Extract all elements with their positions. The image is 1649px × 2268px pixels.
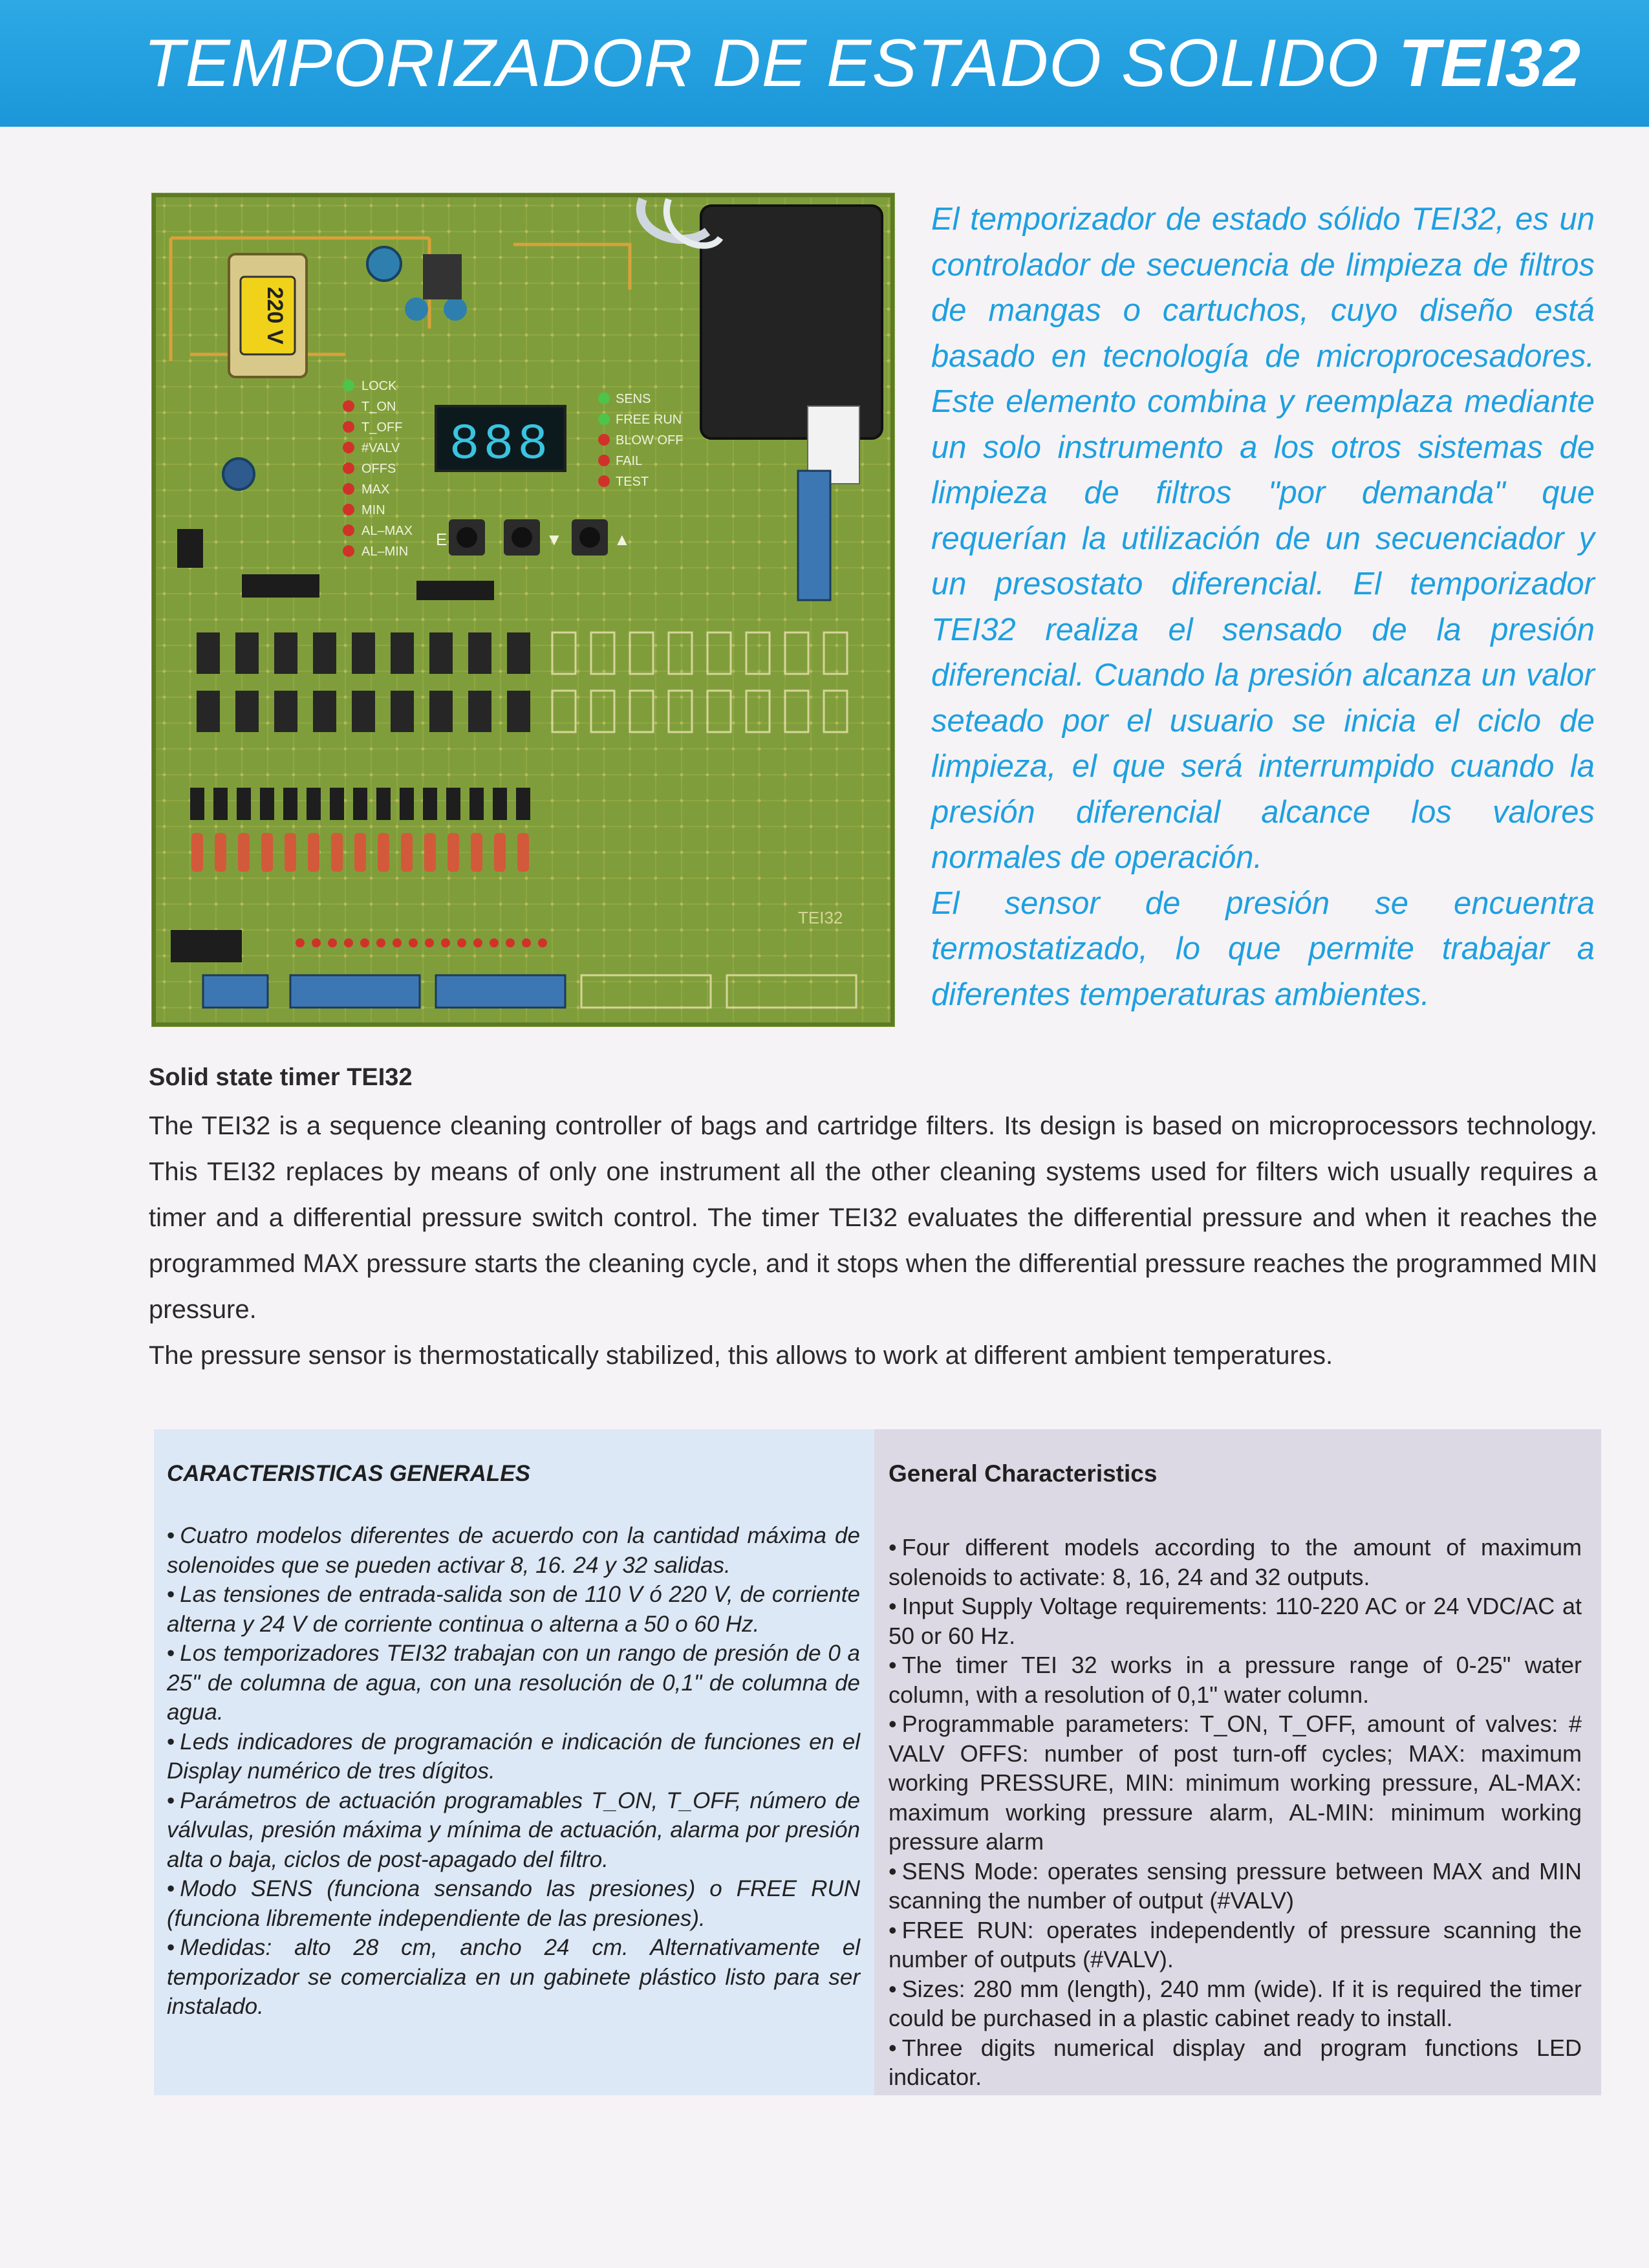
circuit-board-illustration — [151, 193, 895, 1027]
led-label-al-min: AL–MIN — [361, 545, 409, 559]
driver-row-mid — [197, 691, 530, 732]
list-item: • Las tensiones de entrada-salida son de 110 V ó 220 V, de corriente alterna y 24 V de corriente continua o alterna a 50 o 60 Hz. — [167, 1582, 860, 1637]
intro-spanish-paragraph-2: El sensor de presión se encuentra termostatizado, lo que permite trabajar a diferentes temperaturas ambientes. — [931, 885, 1595, 1012]
bullet-icon: • — [167, 1787, 175, 1813]
bullet-icon: • — [889, 2034, 897, 2061]
header-connector — [171, 930, 242, 962]
button-label-e: E — [436, 530, 447, 549]
list-item: • SENS Mode: operates sensing pressure between MAX and MIN scanning the number of output (#VALV) — [889, 1857, 1582, 1914]
led-label-t-off: T_OFF — [361, 420, 403, 435]
circuit-board-photo — [151, 193, 895, 1027]
list-item: • Modo SENS (funciona sensando las presiones) o FREE RUN (funciona libremente independiente de las presiones). — [167, 1876, 860, 1931]
page-title — [144, 25, 1581, 102]
characteristics-english — [874, 1429, 1601, 2095]
voltage-regulator — [423, 254, 462, 299]
pressure-sensor-box — [701, 206, 882, 438]
characteristics-english-list — [889, 1533, 1582, 2092]
board-label: TEI32 — [798, 908, 843, 927]
list-item: • The timer TEI 32 works in a pressure range of 0-25" water column, with a resolution of 0,1" water column. — [889, 1652, 1582, 1708]
bullet-icon: • — [889, 1975, 897, 2002]
bullet-icon: • — [889, 1593, 897, 1619]
button-label-up: ▲ — [614, 530, 630, 549]
left-led-column — [343, 380, 354, 557]
english-paragraph-1: The TEI32 is a sequence cleaning controller of bags and cartridge filters. Its design is based on microprocessors technology. This TEI32 replaces by means of only one instrument all the other cleaning systems used for filters wich usually requires a timer and a differential pressure switch control. The timer TEI32 evaluates the differential pressure and when it reaches the programmed MAX pressure starts the cleaning cycle, and it stops when the differential pressure reaches the programmed MIN pressure. — [149, 1112, 1597, 1324]
title-model: TEI32 — [1398, 26, 1582, 101]
led-label-max: MAX — [361, 482, 390, 497]
list-item: • Input Supply Voltage requirements: 110-220 AC or 24 VDC/AC at 50 or 60 Hz. — [889, 1593, 1582, 1649]
led-label-test: TEST — [616, 475, 649, 489]
characteristics-spanish — [154, 1429, 874, 2095]
resistor-row — [191, 833, 529, 872]
capacitor — [367, 247, 401, 281]
list-item: • Medidas: alto 28 cm, ancho 24 cm. Alternativamente el temporizador se comercializa en un gabinete plástico listo para ser instalado. — [167, 1935, 860, 2019]
characteristics-english-title: General Characteristics — [889, 1460, 1158, 1487]
list-item: • Programmable parameters: T_ON, T_OFF, amount of valves: # VALV OFFS: number of post turn-off cycles; MAX: maximum working PRESSURE, MIN: minimum working pressure, AL-MAX: maximum working pressure alarm, AL-MIN: minimum working pressure alarm — [889, 1711, 1582, 1855]
bullet-icon: • — [889, 1711, 897, 1737]
list-item: • FREE RUN: operates independently of pressure scanning the number of outputs (#VALV). — [889, 1916, 1582, 1972]
bullet-icon: • — [167, 1523, 175, 1548]
characteristics-section — [154, 1429, 1601, 2095]
list-item: • Los temporizadores TEI32 trabajan con un rango de presión de 0 a 25" de columna de agua, con una resolución de 0,1" de columna de agua. — [167, 1641, 860, 1725]
voltage-label: 220 V — [263, 286, 287, 345]
transistor-row — [190, 788, 530, 820]
intro-spanish-paragraph-1: El temporizador de estado sólido TEI32, es un controlador de secuencia de limpieza de filtros de mangas o cartuchos, cuyo diseño está basado en tecnología de microprocesadores. Este elemento combina y reemplaza mediante un solo instrumento a los otros sistemas de limpieza de filtros "por demanda" que requerían la utilización de un secuenciador y un presostato diferencial. El temporizador TEI32 realiza el sensado de la presión diferencial. Cuando la presión alcanza un valor seteado por el usuario se inicia el ciclo de limpieza, el que será interrumpido cuando la presión diferencial alcance los valores normales de operación. — [931, 202, 1595, 875]
english-paragraph-2: The pressure sensor is thermostatically stabilized, this allows to work at different ambient temperatures. — [149, 1341, 1333, 1370]
characteristics-spanish-list — [167, 1521, 860, 2022]
bullet-icon: • — [167, 1729, 175, 1755]
led-label-valv: #VALV — [361, 441, 400, 455]
english-description — [149, 1059, 1597, 1379]
bullet-icon: • — [889, 1916, 897, 1943]
english-title: Solid state timer TEI32 — [149, 1064, 413, 1091]
bullet-icon: • — [167, 1876, 175, 1901]
bullet-icon: • — [167, 1582, 175, 1607]
intro-spanish — [931, 197, 1595, 1017]
list-item: • Leds indicadores de programación e indicación de funciones en el Display numérico de tres dígitos. — [167, 1729, 860, 1784]
bullet-icon: • — [167, 1935, 175, 1960]
list-item: • Four different models according to the amount of maximum solenoids to activate: 8, 16, 24 and 32 outputs. — [889, 1534, 1582, 1590]
header-band — [0, 0, 1649, 127]
list-item: • Parámetros de actuación programables T_ON, T_OFF, número de válvulas, presión máxima y mínima de actuación, alarma por presión alta o baja, ciclos de post-apagado del filtro. — [167, 1787, 860, 1872]
led-label-t-on: T_ON — [361, 400, 396, 414]
list-item: • Sizes: 280 mm (length), 240 mm (wide). If it is required the timer could be purchased in a plastic cabinet ready to install. — [889, 1975, 1582, 2031]
bullet-icon: • — [889, 1652, 897, 1678]
led-label-lock: LOCK — [361, 379, 397, 393]
push-buttons — [449, 519, 608, 556]
led-label-fail: FAIL — [616, 454, 643, 468]
led-label-al-max: AL–MAX — [361, 524, 413, 538]
button-label-down: ▼ — [546, 530, 563, 549]
list-item: • Three digits numerical display and program functions LED indicator. — [889, 2034, 1582, 2090]
bullet-icon: • — [889, 1857, 897, 1885]
ic-chip — [242, 574, 319, 598]
led-label-sens: SENS — [616, 392, 651, 406]
title-main: TEMPORIZADOR DE ESTADO SOLIDO — [144, 26, 1399, 101]
led-label-min: MIN — [361, 503, 385, 517]
bullet-icon: • — [889, 1534, 897, 1561]
bullet-icon: • — [167, 1641, 175, 1666]
characteristics-spanish-title: CARACTERISTICAS GENERALES — [167, 1461, 530, 1486]
display-readout: 888 — [449, 416, 552, 473]
list-item: • Cuatro modelos diferentes de acuerdo con la cantidad máxima de solenoides que se pueden activar 8, 16. 24 y 32 salidas. — [167, 1523, 860, 1578]
led-label-blow-off: BLOW OFF — [616, 433, 684, 448]
led-label-free-run: FREE RUN — [616, 413, 682, 427]
driver-row-top — [197, 632, 530, 674]
led-label-offs: OFFS — [361, 462, 396, 476]
